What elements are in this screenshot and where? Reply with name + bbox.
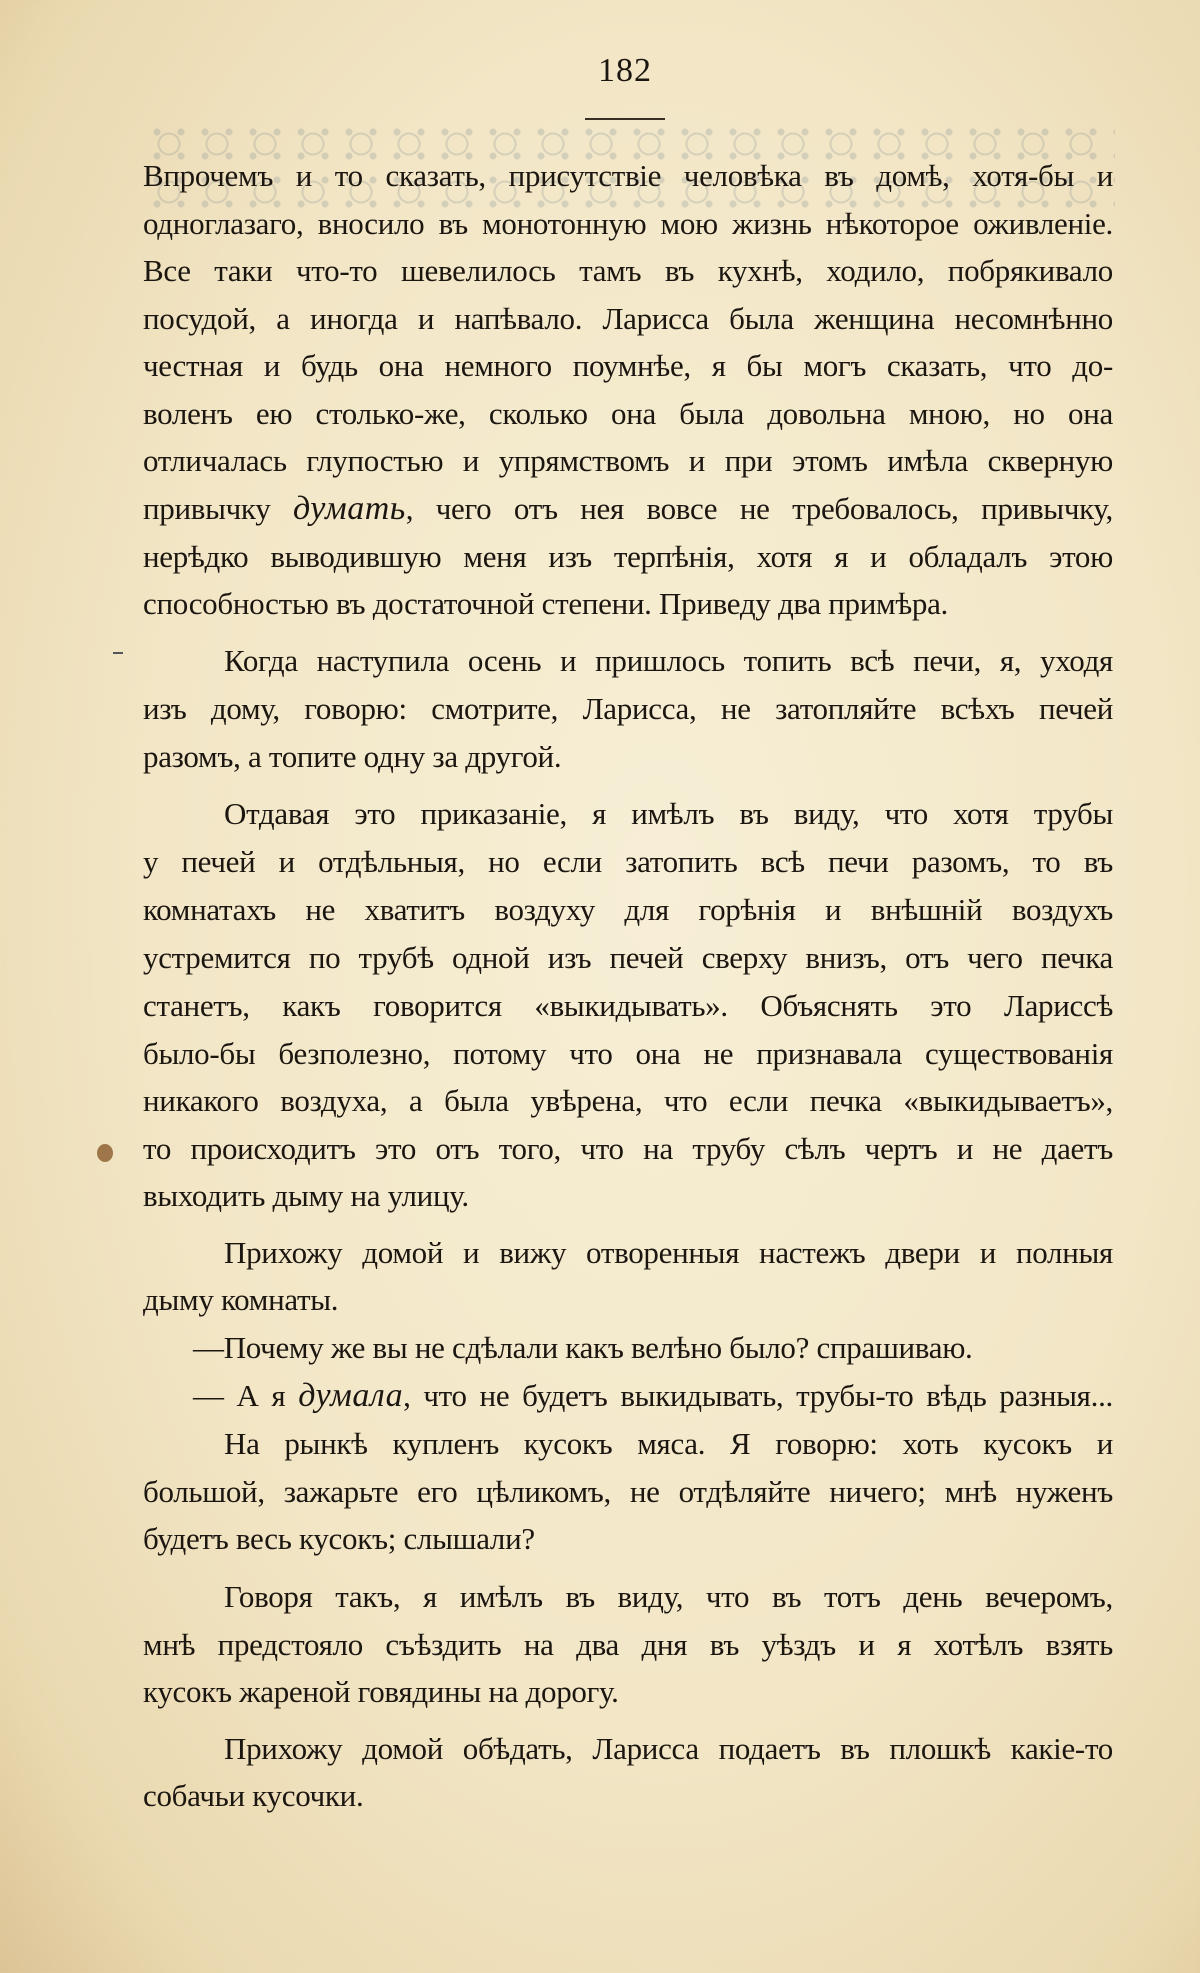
italic-word: думать [293,490,406,527]
text-line: большой, зажарьте его цѣликомъ, не отдѣляйте ничего; мнѣ нуженъ [143,1474,1113,1509]
text-segment: — А я [193,1378,299,1413]
text-line: было-бы безполезно, потому что она не признавала существованія [143,1036,1113,1071]
text-segment: , чего отъ нея вовсе не требовалось, привычку, [405,491,1113,526]
text-line: комнатахъ не хватитъ воздуху для горѣнія и внѣшній воздухъ [143,892,1113,927]
text-line: Отдавая это приказаніе, я имѣлъ въ виду, что хотя трубы [224,796,1113,831]
text-line: Все таки что-то шевелилось тамъ въ кухнѣ, ходило, побрякивало [143,253,1113,288]
text-line: Говоря такъ, я имѣлъ въ виду, что въ тотъ день вечеромъ, [224,1579,1113,1614]
text-line: собачьи кусочки. [143,1778,364,1813]
text-line [143,489,1113,529]
text-line: изъ дому, говорю: смотрите, Ларисса, не затопляйте всѣхъ печей [143,691,1113,726]
text-line: станетъ, какъ говорится «выкидывать». Объяснять это Ларисcѣ [143,988,1113,1023]
text-line: Впрочемъ и то сказать, присутствіе человѣка въ домѣ, хотя-бы и [143,158,1113,193]
text-line: посудой, а иногда и напѣвало. Ларисса была женщина несомнѣнно [143,301,1113,336]
text-line: Прихожу домой и вижу отворенныя настежъ двери и полныя [224,1235,1113,1270]
ink-stain [97,1144,113,1162]
text-line: дыму комнаты. [143,1282,339,1317]
text-line: у печей и отдѣльныя, но если затопить всѣ печи разомъ, то въ [143,844,1113,879]
text-line: мнѣ предстояло съѣздить на два дня въ уѣздъ и я хотѣлъ взять [143,1627,1113,1662]
text-line: устремится по трубѣ одной изъ печей сверху внизъ, отъ чего печка [143,940,1113,975]
text-line: честная и будь она немного поумнѣе, я бы могъ сказать, что до- [143,348,1113,383]
text-segment: , что не будетъ выкидывать, трубы-то вѣдь разныя... [403,1378,1113,1413]
page-number: 182 [598,52,652,89]
text-segment: привычку [143,491,294,526]
dialogue-line [193,1376,1113,1416]
text-line: воленъ ею столько-же, сколько она была довольна мною, но она [143,396,1113,431]
text-line: кусокъ жареной говядины на дорогу. [143,1674,619,1709]
text-line: Прихожу домой обѣдать, Ларисса подаетъ въ плошкѣ какіе-то [224,1731,1113,1766]
text-line: разомъ, а топите одну за другой. [143,739,562,774]
italic-word: думала [298,1377,404,1414]
dialogue-line: —Почему же вы не сдѣлали какъ велѣно было? спрашиваю. [193,1330,973,1365]
margin-mark [113,652,123,654]
text-line: Когда наступила осень и пришлось топить всѣ печи, я, уходя [224,643,1113,678]
text-line: будетъ весь кусокъ; слышали? [143,1521,535,1556]
text-line: то происходитъ это отъ того, что на трубу сѣлъ чертъ и не даетъ [143,1131,1113,1166]
text-line: нерѣдко выводившую меня изъ терпѣнія, хотя я и обладалъ этою [143,539,1113,574]
text-line: одноглазаго, вносило въ монотонную мою жизнь нѣкоторое оживленіе. [143,206,1113,241]
text-line: отличалась глупостью и упрямствомъ и при этомъ имѣла скверную [143,443,1113,478]
text-line: никакого воздуха, а была увѣрена, что если печка «выкидываетъ», [143,1083,1113,1118]
text-line: На рынкѣ купленъ кусокъ мяса. Я говорю: хоть кусокъ и [224,1426,1113,1461]
text-line: способностью въ достаточной степени. Приведу два примѣра. [143,586,949,621]
text-line: выходить дыму на улицу. [143,1178,469,1213]
